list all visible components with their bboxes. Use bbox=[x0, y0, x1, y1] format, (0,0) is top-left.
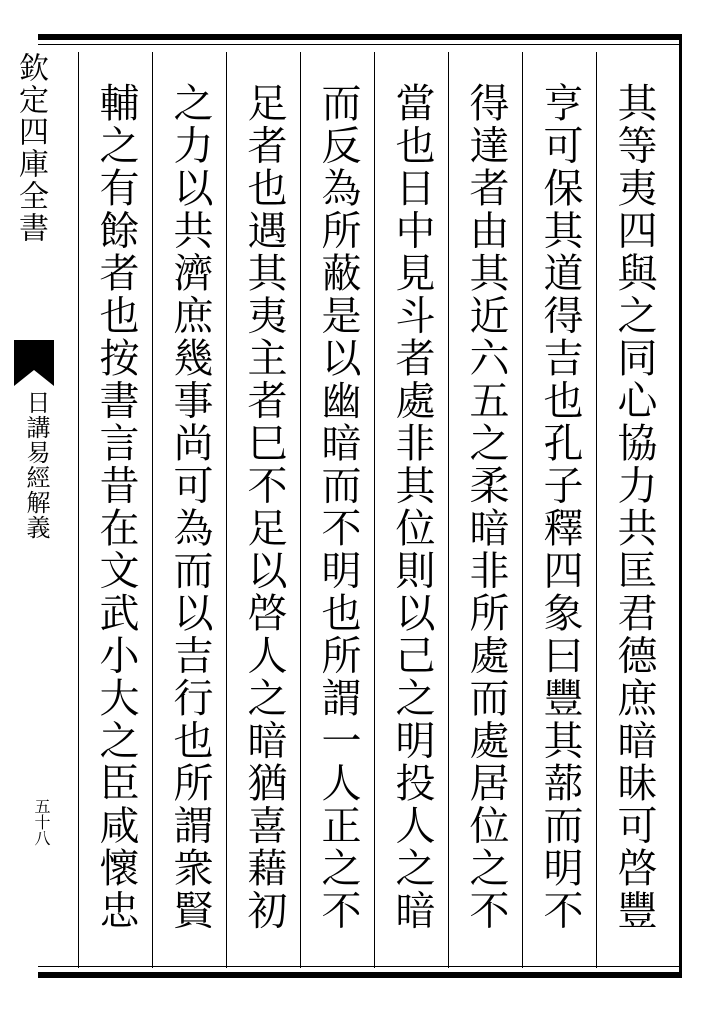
text-column-3 bbox=[448, 52, 522, 968]
book-title: 欽定四庫全書 bbox=[13, 52, 48, 244]
fishtail-mark-icon bbox=[14, 340, 54, 386]
text-column-5 bbox=[300, 52, 374, 968]
column-text: 其等夷四與之同心協力共匡君德庶暗昧可啓豐 bbox=[611, 82, 657, 932]
margin-strip bbox=[0, 40, 66, 978]
column-text: 得達者由其近六五之柔暗非所處而處居位之不 bbox=[463, 82, 509, 932]
column-text: 之力以共濟庶幾事尚可為而以吉行也所謂衆賢 bbox=[167, 82, 213, 932]
text-column-2 bbox=[522, 52, 596, 968]
column-text: 足者也遇其夷主者巳不足以啓人之暗猶喜藉初 bbox=[241, 82, 287, 932]
column-text: 當也日中見斗者處非其位則以己之明投人之暗 bbox=[389, 82, 435, 932]
text-column-7 bbox=[152, 52, 226, 968]
sub-title: 日講易經解義 bbox=[22, 390, 50, 540]
text-column-4 bbox=[374, 52, 448, 968]
column-text: 輔之有餘者也按書言昔在文武小大之臣咸懷忠 bbox=[93, 82, 139, 932]
text-column-8 bbox=[78, 52, 152, 968]
frame-top-rule bbox=[38, 44, 682, 45]
column-text: 而反為所蔽是以幽暗而不明也所謂一人正之不 bbox=[315, 82, 361, 932]
text-column-6 bbox=[226, 52, 300, 968]
text-column-1 bbox=[596, 52, 670, 968]
folio-number: 五十八 bbox=[32, 798, 51, 846]
column-text: 亨可保其道得吉也孔子釋四象曰豐其蔀而明不 bbox=[537, 82, 583, 932]
